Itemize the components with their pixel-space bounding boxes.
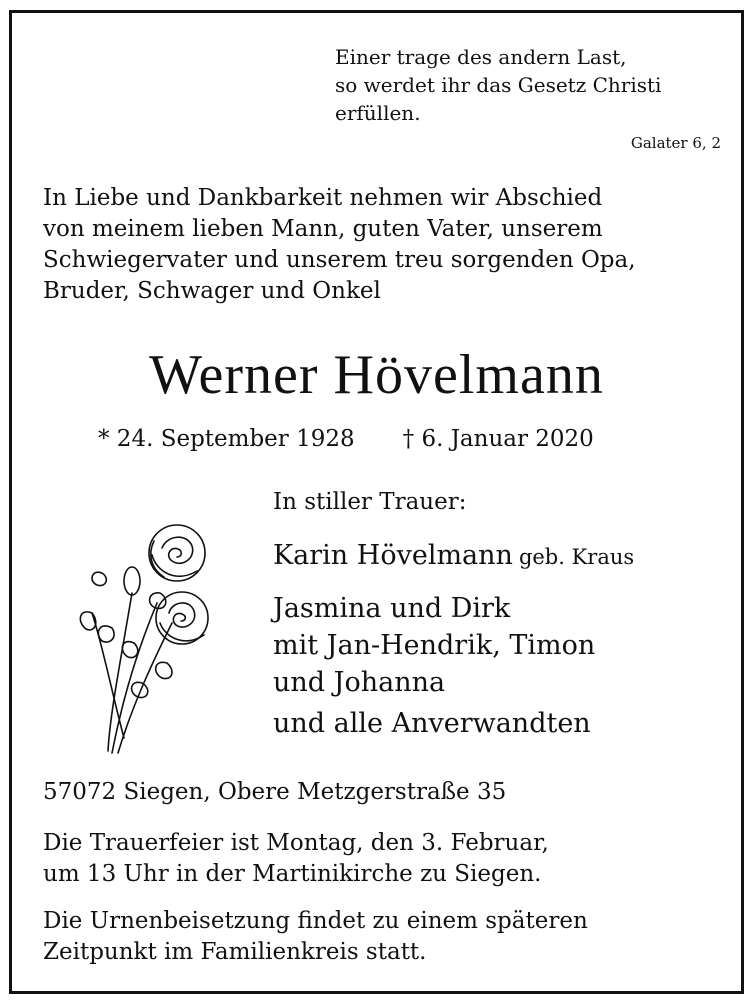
verse-line: so werdet ihr das Gesetz Christi [335, 73, 662, 97]
life-dates [98, 426, 594, 452]
funeral-service-info [43, 828, 549, 890]
family-line: mit Jan-Hendrik, Timon [273, 630, 596, 661]
other-relatives: und alle Anverwandten [273, 708, 591, 739]
obituary-notice [9, 10, 744, 994]
urn-line: Die Urnenbeisetzung findet zu einem späteren [43, 908, 588, 934]
family-line: Jasmina und Dirk [273, 593, 511, 624]
urn-burial-info [43, 906, 588, 968]
bible-verse [335, 43, 661, 127]
deceased-name: Werner Hövelmann [149, 344, 604, 406]
intro-line: Schwiegervater und unserem treu sorgenden Opa, [43, 247, 636, 273]
verse-source: Galater 6, 2 [630, 134, 721, 152]
verse-line: erfüllen. [335, 101, 421, 125]
intro-line: von meinem lieben Mann, guten Vater, unserem [43, 216, 603, 242]
service-line: um 13 Uhr in der Martinikirche zu Siegen. [43, 861, 542, 887]
urn-line: Zeitpunkt im Familienkreis statt. [43, 939, 427, 965]
family-members [273, 590, 595, 701]
mourners-heading: In stiller Trauer: [273, 489, 467, 515]
intro-text [43, 183, 636, 307]
intro-line: In Liebe und Dankbarkeit nehmen wir Abschied [43, 185, 603, 211]
birth-date: * 24. September 1928 [98, 426, 355, 452]
address: 57072 Siegen, Obere Metzgerstraße 35 [43, 779, 507, 805]
verse-line: Einer trage des andern Last, [335, 45, 627, 69]
death-date: † 6. Januar 2020 [402, 426, 594, 452]
family-line: und Johanna [273, 667, 446, 698]
spouse-maiden-name: geb. Kraus [518, 545, 635, 569]
service-line: Die Trauerfeier ist Montag, den 3. Februar, [43, 830, 549, 856]
spouse [273, 540, 634, 571]
rose-icon [72, 513, 222, 763]
intro-line: Bruder, Schwager und Onkel [43, 278, 381, 304]
spouse-name: Karin Hövelmann [273, 540, 513, 571]
